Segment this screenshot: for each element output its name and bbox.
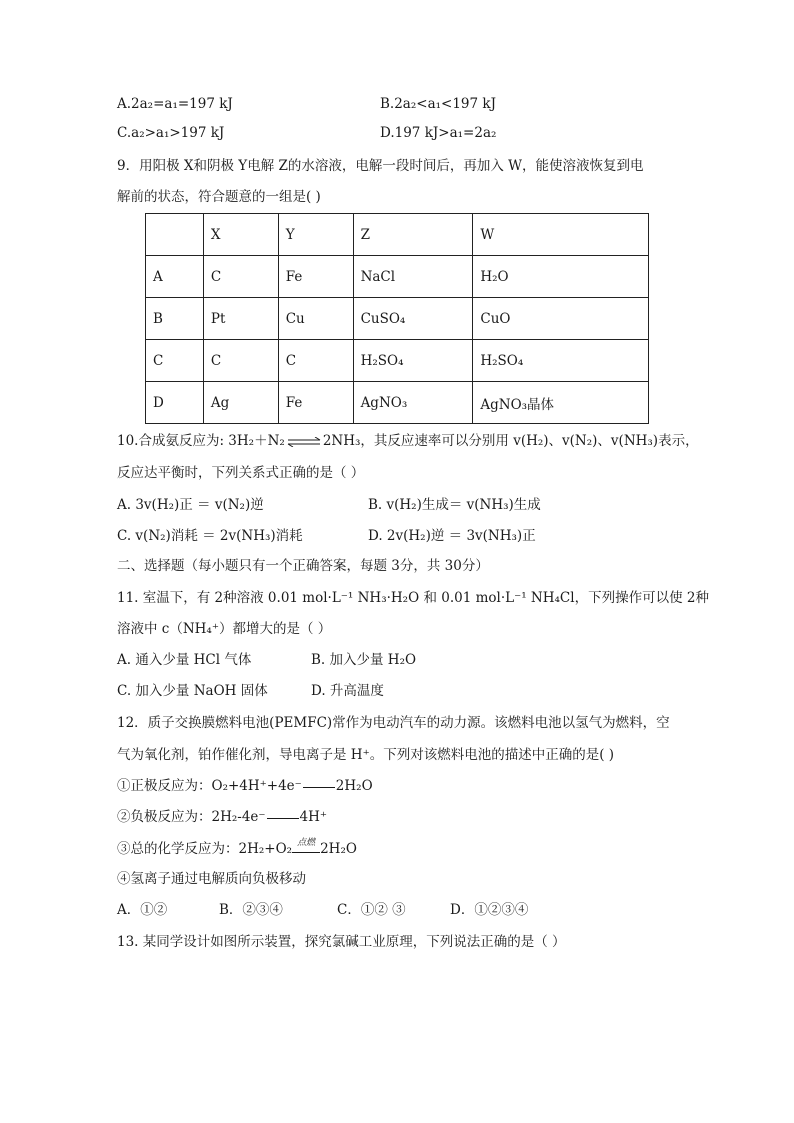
q12-statement-1 (117, 777, 373, 795)
table-cell: D (146, 382, 204, 424)
table-cell: H₂O (473, 256, 649, 298)
table-cell: H₂SO₄ (353, 340, 473, 382)
table-row (146, 340, 649, 382)
q10-option-a: A. 3v(H₂)正 ＝ v(N₂)逆 (117, 497, 264, 513)
table-cell: C (146, 340, 204, 382)
table-cell (146, 214, 204, 256)
q10-stem-line1 (117, 432, 699, 450)
s1-right: 2H₂O (335, 778, 373, 794)
q11-option-d: D. 升高温度 (311, 683, 384, 699)
table-cell: B (146, 298, 204, 340)
table-cell: AgNO₃晶体 (473, 382, 649, 424)
q8-option-d: D.197 kJ>a₁=2a₂ (380, 125, 497, 141)
table-cell: C (203, 340, 278, 382)
s1-left: ①正极反应为：O₂+4H⁺+4e⁻ (117, 778, 302, 794)
table-cell: H₂SO₄ (473, 340, 649, 382)
table-cell: Fe (278, 382, 353, 424)
s3-right: 2H₂O (320, 841, 357, 857)
q8-option-a: A.2a₂=a₁=197 kJ (117, 96, 233, 112)
s2-right: 4H⁺ (299, 809, 328, 825)
q10-option-b: B. v(H₂)生成＝ v(NH₃)生成 (368, 497, 541, 513)
q8-option-c: C.a₂>a₁>197 kJ (117, 125, 225, 141)
q12-stem-line2: 气为氧化剂，铂作催化剂，导电离子是 H⁺。下列对该燃料电池的描述中正确的是( ) (117, 747, 615, 763)
table-cell: C (278, 340, 353, 382)
table-cell: NaCl (353, 256, 473, 298)
q10-prefix: 10.合成氨反应为: 3H₂＋N₂ (117, 433, 285, 449)
table-cell: W (473, 214, 649, 256)
q9-stem-line1: 9．用阳极 X和阴极 Y电解 Z的水溶液，电解一段时间后，再加入 W，能使溶液恢复到电 (117, 158, 644, 174)
q12-option-c: C．①② ③ (337, 902, 406, 918)
table-cell: X (203, 214, 278, 256)
table-cell: CuSO₄ (353, 298, 473, 340)
q12-option-d: D．①②③④ (450, 902, 529, 918)
equation-line-icon (292, 852, 320, 853)
q12-statement-3 (117, 840, 357, 858)
condition-label: 点燃 (297, 838, 316, 848)
q8-option-b: B.2a₂<a₁<197 kJ (380, 96, 496, 112)
table-row (146, 256, 649, 298)
table-row (146, 298, 649, 340)
s3-left: ③总的化学反应为：2H₂+O₂ (117, 841, 293, 857)
table-cell: Pt (203, 298, 278, 340)
q12-statement-4: ④氢离子通过电解质向负极移动 (117, 871, 306, 887)
q9-table (145, 213, 649, 424)
table-cell: CuO (473, 298, 649, 340)
table-cell: AgNO₃ (353, 382, 473, 424)
table-cell: Y (278, 214, 353, 256)
q11-option-c: C. 加入少量 NaOH 固体 (117, 683, 268, 699)
q13-stem-line1: 13. 某同学设计如图所示装置，探究氯碱工业原理，下列说法正确的是（ ） (117, 934, 566, 950)
table-cell: A (146, 256, 204, 298)
ignition-condition (292, 838, 320, 853)
equation-line-icon (267, 813, 299, 823)
q10-option-c: C. v(N₂)消耗 ＝ 2v(NH₃)消耗 (117, 528, 303, 544)
section-title: 二、选择题（每小题只有一个正确答案，每题 3分，共 30分） (117, 558, 489, 574)
table-row (146, 382, 649, 424)
q12-stem-line1: 12．质子交换膜燃料电池(PEMFC)常作为电动汽车的动力源。该燃料电池以氢气为燃料，空 (117, 715, 670, 731)
table-cell: Z (353, 214, 473, 256)
q11-option-b: B. 加入少量 H₂O (311, 652, 417, 668)
equation-line-icon (303, 782, 335, 792)
table-cell: Fe (278, 256, 353, 298)
s2-left: ②负极反应为：2H₂-4e⁻ (117, 809, 266, 825)
q11-option-a: A. 通入少量 HCl 气体 (117, 652, 252, 668)
table-cell: C (203, 256, 278, 298)
q12-option-a: A．①② (117, 902, 168, 918)
q11-stem-line1: 11. 室温下，有 2种溶液 0.01 mol·L⁻¹ NH₃·H₂O 和 0.01 mol·L⁻¹ NH₄Cl，下列操作可以使 2种 (117, 590, 709, 606)
q12-statement-2 (117, 808, 327, 826)
table-cell: Ag (203, 382, 278, 424)
q10-suffix: 2NH₃，其反应速率可以分别用 v(H₂)、v(N₂)、v(NH₃)表示， (322, 433, 699, 449)
q11-stem-line2: 溶液中 c（NH₄⁺）都增大的是（ ） (117, 621, 332, 637)
q10-option-d: D. 2v(H₂)逆 ＝ 3v(NH₃)正 (368, 528, 536, 544)
q12-option-b: B．②③④ (219, 902, 283, 918)
q10-stem-line2: 反应达平衡时，下列关系式正确的是（ ） (117, 465, 365, 481)
table-cell: Cu (278, 298, 353, 340)
table-header-row (146, 214, 649, 256)
q9-stem-line2: 解前的状态，符合题意的一组是( ) (117, 189, 321, 205)
reversible-arrow-icon (287, 437, 321, 447)
